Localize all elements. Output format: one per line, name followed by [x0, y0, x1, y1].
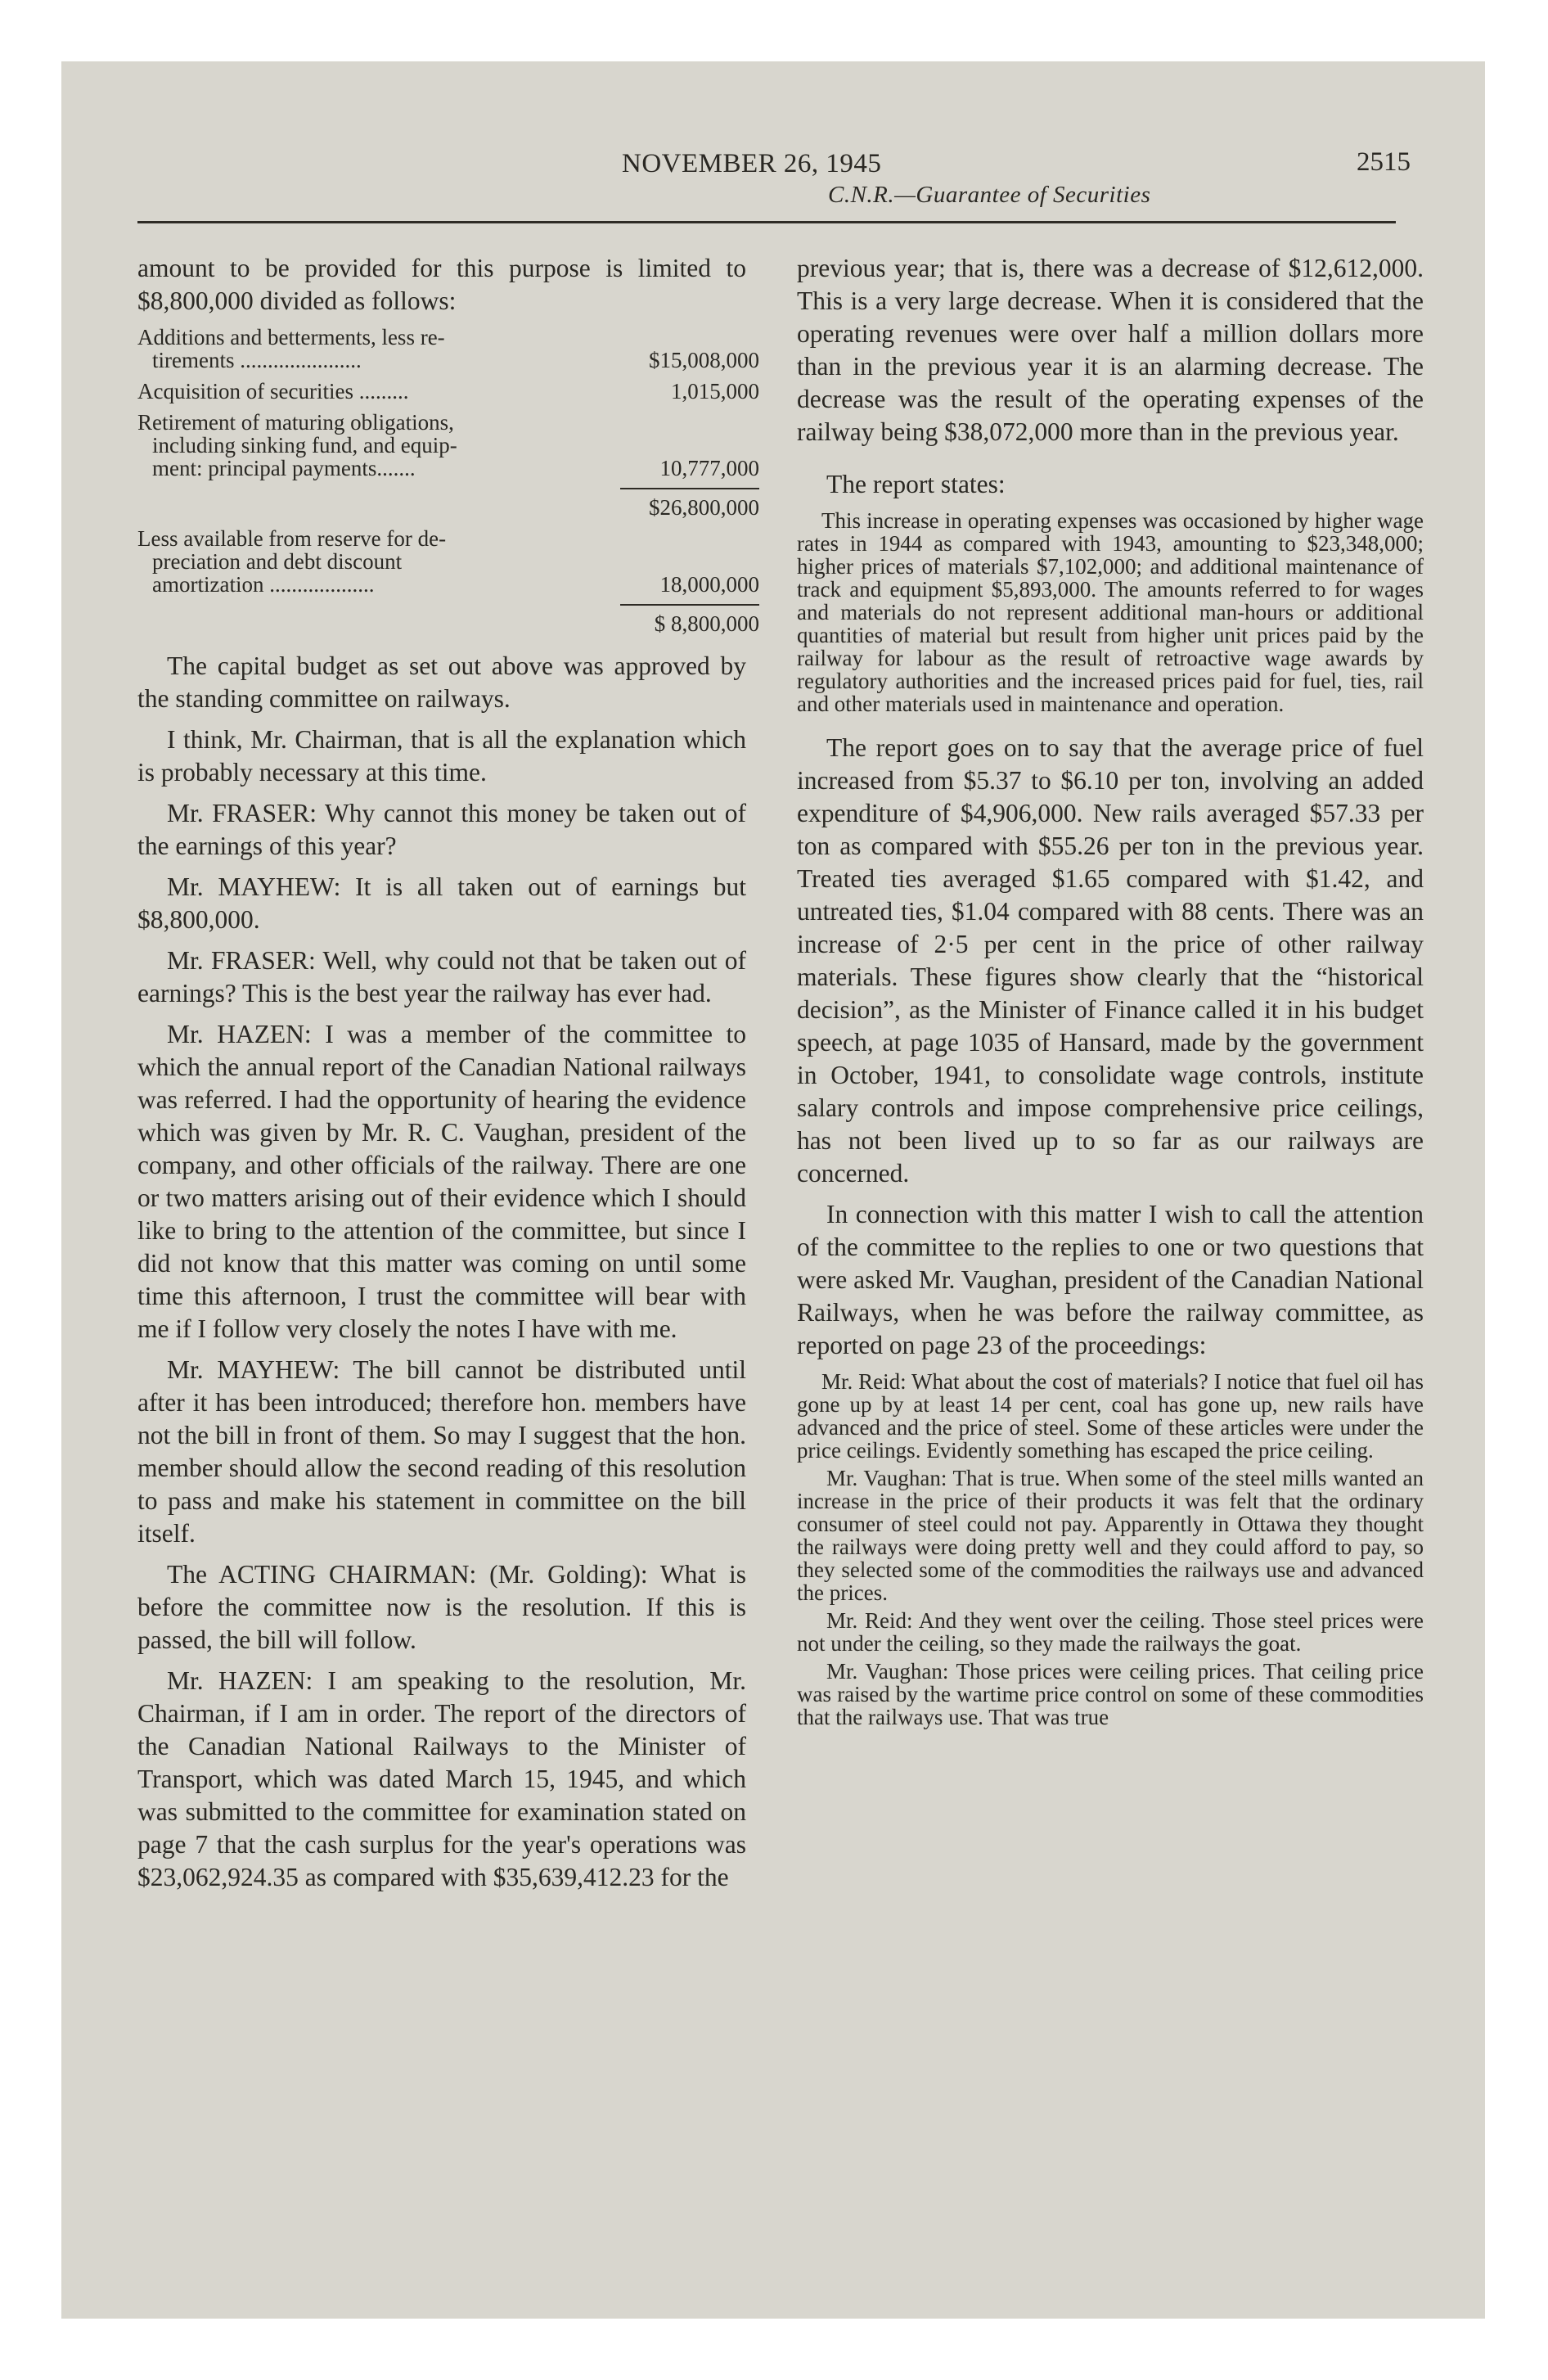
budget-row-label-line: Retirement of maturing obligations, [137, 410, 454, 435]
budget-row-label-line: including sinking fund, and equip- [152, 433, 457, 458]
paragraph: Mr. MAYHEW: It is all taken out of earnings but $8,800,000. [137, 872, 746, 934]
paragraph: Mr. HAZEN: I was a member of the committee to which the annual report of the Canadian National railways was referred. I had the opportunity of hearing the evidence which was given by Mr. R. C. Vaughan, president of the company, and other officials of the railway. There are one or two matters arising out of their evidence which I should like to bring to the attention of the committee, but since I did not know that this matter was coming on until some time this afternoon, I trust the committee will bear with me if I follow very closely the notes I have with me. [137, 1020, 746, 1343]
budget-row [137, 326, 759, 372]
budget-row-amount: $ 8,800,000 [620, 604, 759, 635]
paragraph: Mr. FRASER: Well, why could not that be taken out of earnings? This is the best year the railway has ever had. [137, 946, 746, 1007]
budget-row-label-line: Additions and betterments, less re- [137, 325, 445, 349]
budget-row-amount: 10,777,000 [659, 456, 759, 480]
budget-row-label-line: amortization ................... [152, 572, 375, 597]
budget-row [137, 380, 759, 403]
budget-row-amount: 18,000,000 [659, 572, 759, 597]
budget-row-amount: $15,008,000 [649, 348, 759, 372]
page-number: 2515 [1357, 147, 1411, 177]
paragraph: Mr. HAZEN: I am speaking to the resolution, Mr. Chairman, if I am in order. The report of the directors of the Canadian National Railways to the Minister of Transport, which was dated March 15, 1945, and which was submitted to the committee for examination stated on page 7 that the cash surplus for the year's operations was $23,062,924.35 as compared with $35,639,412.23 for the [137, 1666, 746, 1891]
capital-budget-table [137, 326, 759, 635]
budget-row [137, 527, 759, 596]
budget-row-label [137, 411, 592, 480]
budget-total-row [137, 604, 759, 635]
right-column [797, 252, 1424, 1733]
header-subtitle: C.N.R.—Guarantee of Securities [828, 182, 1151, 208]
paragraph: The report states: [826, 470, 1006, 498]
budget-row-label-line: Less available from reserve for de- [137, 526, 447, 551]
block-quote: Mr. Vaughan: That is true. When some of the steel mills wanted an increase in the price of their products it was felt that the ordinary consumer of steel could not pay. Apparently in Ottawa they thought the railways were doing pretty well and they could afford to pay, so they selected some of the commodities the railways use and advanced the prices. [797, 1466, 1424, 1605]
intro-paragraph: amount to be provided for this purpose is limited to $8,800,000 divided as follows: [137, 254, 746, 315]
budget-row-label-line: tirements ...................... [152, 348, 362, 372]
budget-row-label [137, 326, 592, 372]
budget-row-label-line: ment: principal payments....... [152, 456, 416, 480]
paragraph: previous year; that is, there was a decrease of $12,612,000. This is a very large decrease. When it is considered that the operating revenues were over half a million dollars more than in the previous year it is an alarming decrease. The decrease was the result of the operating expenses of the railway being $38,072,000 more than in the previous year. [797, 254, 1424, 446]
budget-row-label [137, 527, 592, 596]
left-column [137, 252, 759, 1902]
header-rule [137, 221, 1396, 223]
budget-row-label-line: Acquisition of securities ......... [137, 379, 409, 403]
block-quote: Mr. Reid: And they went over the ceiling. Those steel prices were not under the ceiling, so they made the railways the goat. [797, 1608, 1424, 1656]
budget-row-label [137, 380, 592, 403]
header-date: NOVEMBER 26, 1945 [622, 149, 882, 178]
budget-total-row [137, 488, 759, 519]
paragraph: In connection with this matter I wish to call the attention of the committee to the replies to one or two questions that were asked Mr. Vaughan, president of the Canadian National Railways, when he was before the railway committee, as reported on page 23 of the proceedings: [797, 1200, 1424, 1359]
paragraph: The report goes on to say that the average price of fuel increased from $5.37 to $6.10 per ton, involving an added expenditure of $4,906,000. New rails averaged $57.33 per ton as compared with $55.26 per ton in the previous year. Treated ties averaged $1.65 compared with $1.42, and untreated ties, $1.04 compared with 88 cents. There was an increase of 2·5 per cent in the price of other railway materials. These figures show clearly that the “historical decision”, as the Minister of Finance called it in his budget speech, at page 1035 of Hansard, made by the government in October, 1941, to consolidate wage controls, institute salary controls and impose comprehensive price ceilings, has not been lived up to so far as our railways are concerned. [797, 733, 1424, 1188]
block-quote: This increase in operating expenses was occasioned by higher wage rates in 1944 as compared with 1943, amounting to $23,348,000; higher prices of materials $7,102,000; and additional maintenance of track and equipment $5,893,000. The amounts referred to for wages and materials do not represent additional man-hours or additional quantities of material but result from higher unit prices paid by the railway for labour as the result of retroactive wage awards by regulatory authorities and the increased prices paid for fuel, ties, rail and other materials used in maintenance and operation. [797, 508, 1424, 716]
paragraph: Mr. FRASER: Why cannot this money be taken out of the earnings of this year? [137, 799, 746, 860]
paragraph: I think, Mr. Chairman, that is all the explanation which is probably necessary at this time. [137, 725, 746, 787]
budget-row [137, 411, 759, 480]
block-quote: Mr. Vaughan: Those prices were ceiling prices. That ceiling price was raised by the wartime price control on some of these commodities that the railways use. That was true [797, 1659, 1424, 1729]
paragraph: The capital budget as set out above was approved by the standing committee on railways. [137, 651, 746, 713]
block-quote: Mr. Reid: What about the cost of materials? I notice that fuel oil has gone up by at least 14 per cent, coal has gone up, new rails have advanced and the price of steel. Some of these articles were under the price ceilings. Evidently something has escaped the price ceiling. [797, 1369, 1424, 1463]
paragraph: The ACTING CHAIRMAN: (Mr. Golding): What is before the committee now is the resolution. If this is passed, the bill will follow. [137, 1560, 746, 1654]
paragraph: Mr. MAYHEW: The bill cannot be distributed until after it has been introduced; therefore hon. members have not the bill in front of them. So may I suggest that the hon. member should allow the second reading of this resolution to pass and make his statement in committee on the bill itself. [137, 1355, 746, 1548]
budget-row-label-line: preciation and debt discount [152, 549, 403, 574]
budget-row-amount: 1,015,000 [671, 379, 759, 403]
budget-row-amount: $26,800,000 [620, 488, 759, 519]
